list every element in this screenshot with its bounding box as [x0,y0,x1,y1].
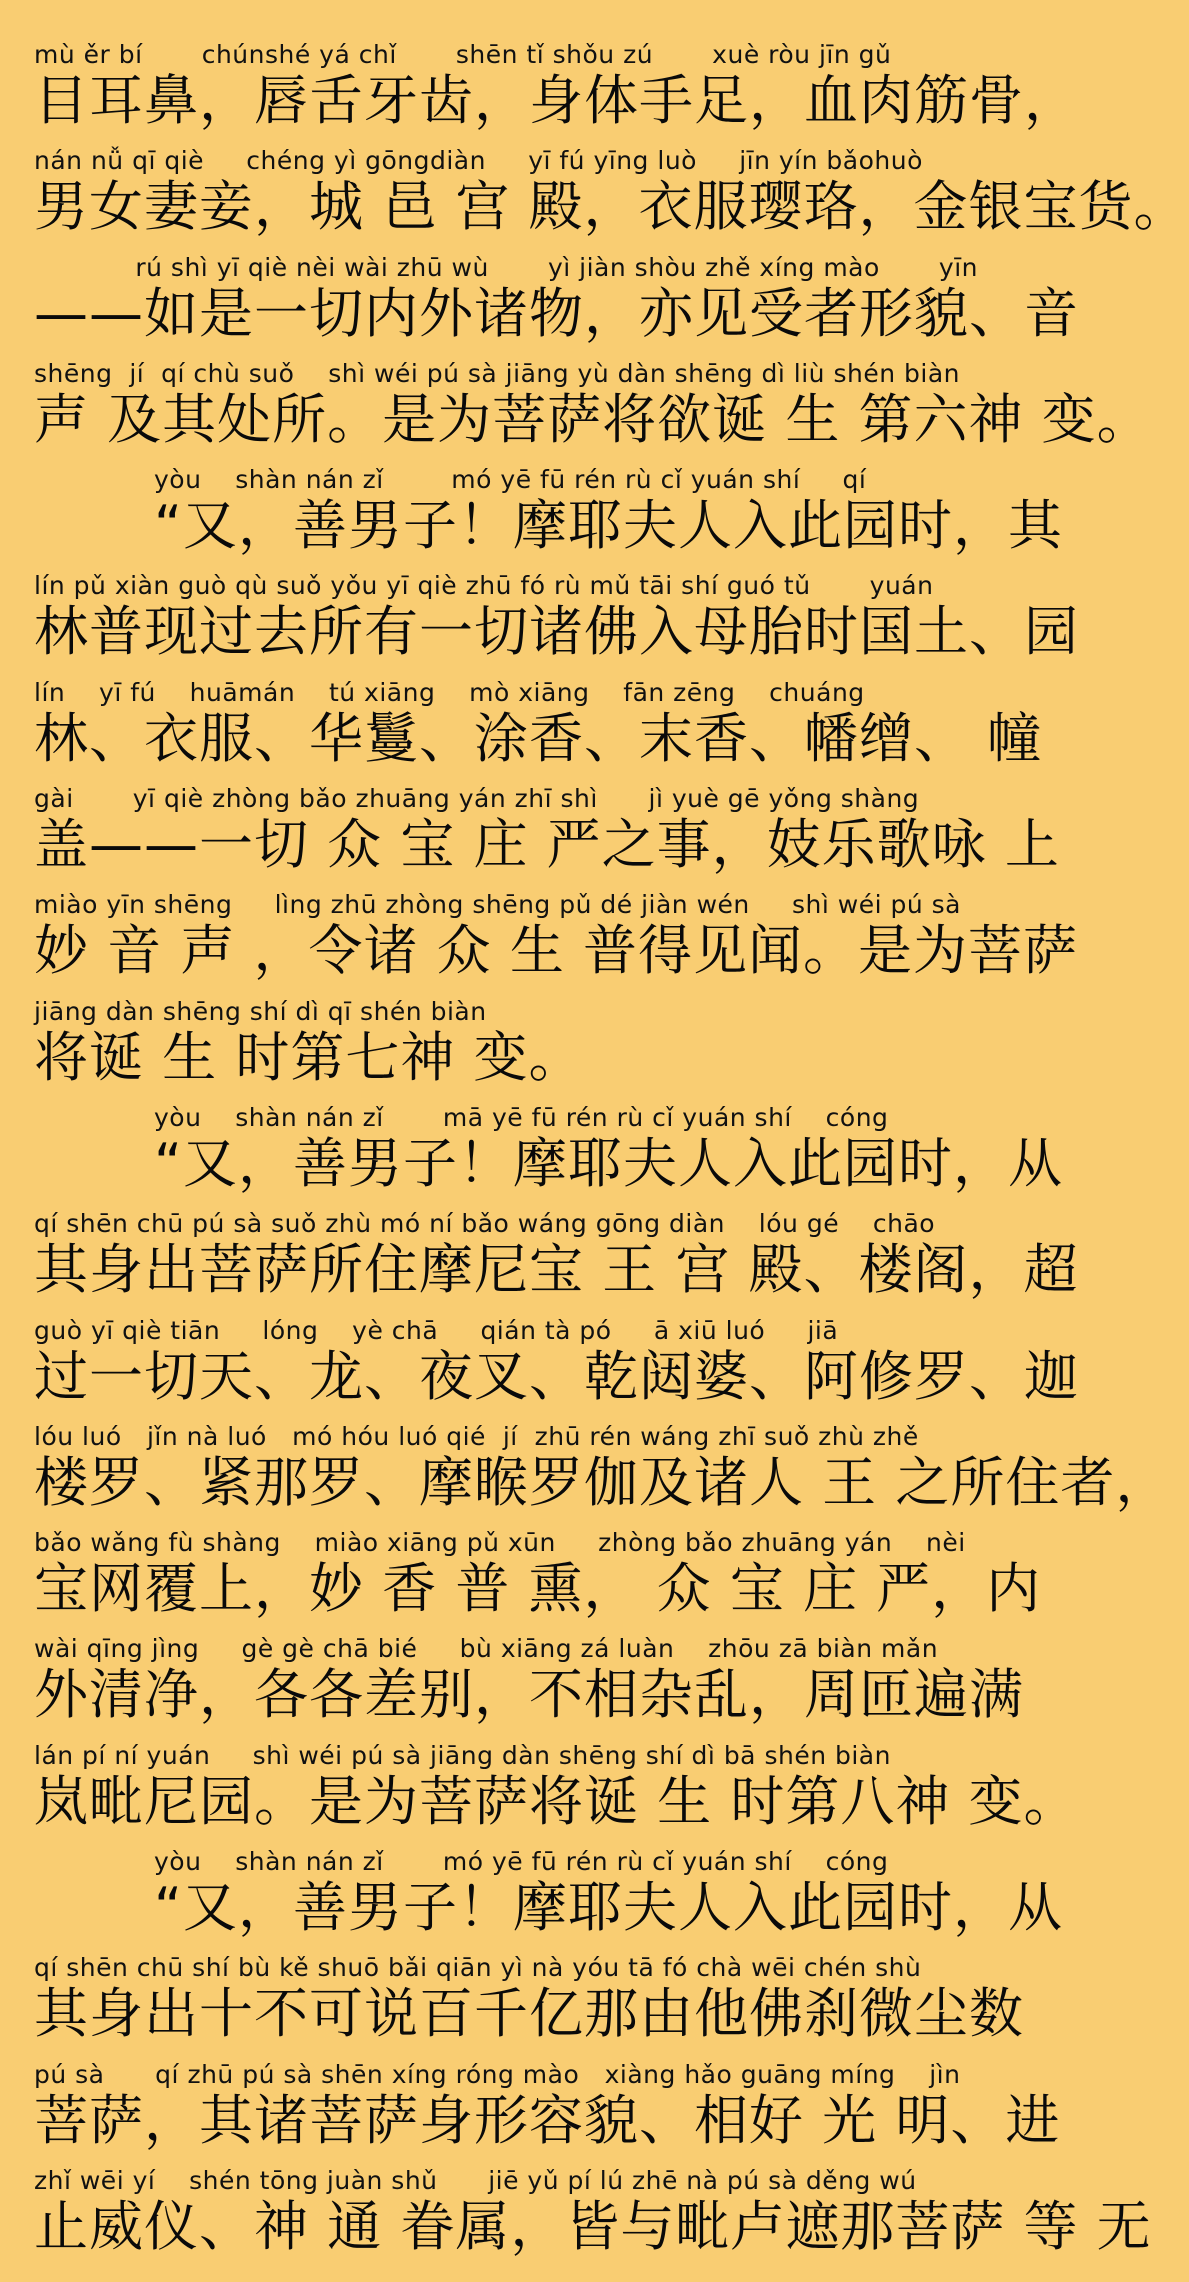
hanzi-text: 林、衣服、华鬘、涂香、末香、幡缯、 幢 [34,706,1043,770]
hanzi-text: 止威仪、神 通 眷属，皆与毗卢遮那菩萨 等 无 [34,2194,1152,2258]
text-line [34,252,1079,359]
text-line [34,571,1079,677]
pinyin-text: bǎo wǎng fù shàng miào xiāng pǔ xūn zhòng bǎo zhuāng yán nèi [34,1528,966,1558]
pinyin-text: yòu shàn nán zǐ mó yē fū rén rù cǐ yuán shí cóng [154,1847,889,1877]
text-line [34,1209,1079,1315]
hanzi-text: 将诞 生 时第七神 变。 [34,1025,584,1089]
text-line [34,784,1060,890]
pinyin-text: miào yīn shēng lìng zhū zhòng shēng pǔ dé jiàn wén shì wéi pú sà [34,890,961,920]
text-line [34,2165,1152,2272]
pinyin-text: yòu shàn nán zǐ mā yē fū rén rù cǐ yuán shí cóng [154,1102,889,1132]
hanzi-text: 楼罗、紧那罗、摩睺罗伽及诸人 王 之所住者， [34,1450,1171,1514]
hanzi-text: 其身出十不可说百千亿那由他佛刹微尘数 [34,1982,1024,2046]
pinyin-text: qí shēn chū shí bù kě shuō bǎi qiān yì nà yóu tā fó chà wēi chén shù [34,1953,922,1983]
text-line [34,678,1050,784]
hanzi-text: “又，善男子！摩耶夫人入此园时，从 [154,1876,1063,1940]
pinyin-text: lán pí ní yuán shì wéi pú sà jiāng dàn shēng shí dì bā shén biàn [34,1740,891,1770]
hanzi-text: 宝网覆上，妙 香 普 熏， 众 宝 庄 严，内 [34,1557,1042,1621]
hanzi-text: 妙 音 声 ，令诸 众 生 普得见闻。是为菩萨 [34,919,1078,983]
pinyin-text: mù ěr bí chúnshé yá chǐ shēn tǐ shǒu zú xuè ròu jīn gǔ [34,40,892,69]
pinyin-text: rú shì yī qiè nèi wài zhū wù yì jiàn shòu zhě xíng mào yīn [34,252,979,282]
hanzi-text: 岚毗尼园。是为菩萨将诞 生 时第八神 变。 [34,1769,1079,1833]
hanzi-text: ——如是一切内外诸物，亦见受者形貌、音 [34,281,1079,345]
hanzi-text: 外清净，各各差别，不相杂乱，周匝遍满 [34,1663,1024,1727]
text-line [34,1421,1171,1528]
pinyin-text: lóu luó jǐn nà luó mó hóu luó qié jí zhū rén wáng zhī suǒ zhù zhě [34,1421,919,1451]
text-line [34,1102,1063,1209]
pinyin-text: yòu shàn nán zǐ mó yē fū rén rù cǐ yuán shí qí [154,465,867,495]
hanzi-text: 菩萨，其诸菩萨身形容貌、相好 光 明、进 [34,2088,1061,2152]
text-line [34,465,1063,571]
text-line [34,40,1079,146]
text-line [34,1315,1079,1422]
text-line [34,1634,1050,1740]
pinyin-text: nán nǚ qī qiè chéng yì gōngdiàn yī fú yīng luò jīn yín bǎohuò [34,146,923,176]
text-line [34,2059,1061,2166]
hanzi-text: 男女妻妾，城 邑 宫 殿，衣服璎珞，金银宝货。 [34,175,1189,239]
hanzi-text: 声 及其处所。是为菩萨将欲诞 生 第六神 变。 [34,387,1152,451]
pinyin-text: shēng jí qí chù suǒ shì wéi pú sà jiāng yù dàn shēng dì liù shén biàn [34,358,960,388]
pinyin-text: lín pǔ xiàn guò qù suǒ yǒu yī qiè zhū fó rù mǔ tāi shí guó tǔ yuán [34,571,934,601]
pinyin-text: zhǐ wēi yí shén tōng juàn shǔ jiē yǔ pí lú zhē nà pú sà děng wú [34,2165,917,2195]
pinyin-text: gài yī qiè zhòng bǎo zhuāng yán zhī shì jì yuè gē yǒng shàng [34,784,920,814]
text-line [34,146,1189,252]
text-line [34,358,1152,465]
pinyin-text: pú sà qí zhū pú sà shēn xíng róng mào xiàng hǎo guāng míng jìn [34,2059,961,2089]
hanzi-text: 目耳鼻，唇舌牙齿，身体手足，血肉筋骨， [34,69,1079,132]
pinyin-text: wài qīng jìng gè gè chā bié bù xiāng zá luàn zhōu zā biàn mǎn [34,1634,939,1664]
pinyin-text: guò yī qiè tiān lóng yè chā qián tà pó ā xiū luó jiā [34,1315,839,1345]
text-line [34,997,1050,1103]
text-line [34,1528,1050,1634]
text-line [34,1953,1050,2059]
hanzi-text: “又，善男子！摩耶夫人入此园时，从 [154,1131,1063,1195]
hanzi-text: 其身出菩萨所住摩尼宝 王 宫 殿、楼阁，超 [34,1238,1079,1302]
text-line [34,1847,1063,1953]
pinyin-text: qí shēn chū pú sà suǒ zhù mó ní bǎo wáng gōng diàn lóu gé chāo [34,1209,936,1239]
hanzi-text: “又，善男子！摩耶夫人入此园时，其 [154,494,1063,558]
hanzi-text: 盖——一切 众 宝 庄 严之事，妓乐歌咏 上 [34,813,1060,877]
hanzi-text: 林普现过去所有一切诸佛入母胎时国土、园 [34,600,1079,664]
text-line [34,890,1078,996]
hanzi-text: 过一切天、龙、夜叉、乾闼婆、阿修罗、迦 [34,1344,1079,1408]
pinyin-text: lín yī fú huāmán tú xiāng mò xiāng fān zēng chuáng [34,677,865,707]
pinyin-text: jiāng dàn shēng shí dì qī shén biàn [34,996,487,1026]
text-line [34,1740,1079,1847]
